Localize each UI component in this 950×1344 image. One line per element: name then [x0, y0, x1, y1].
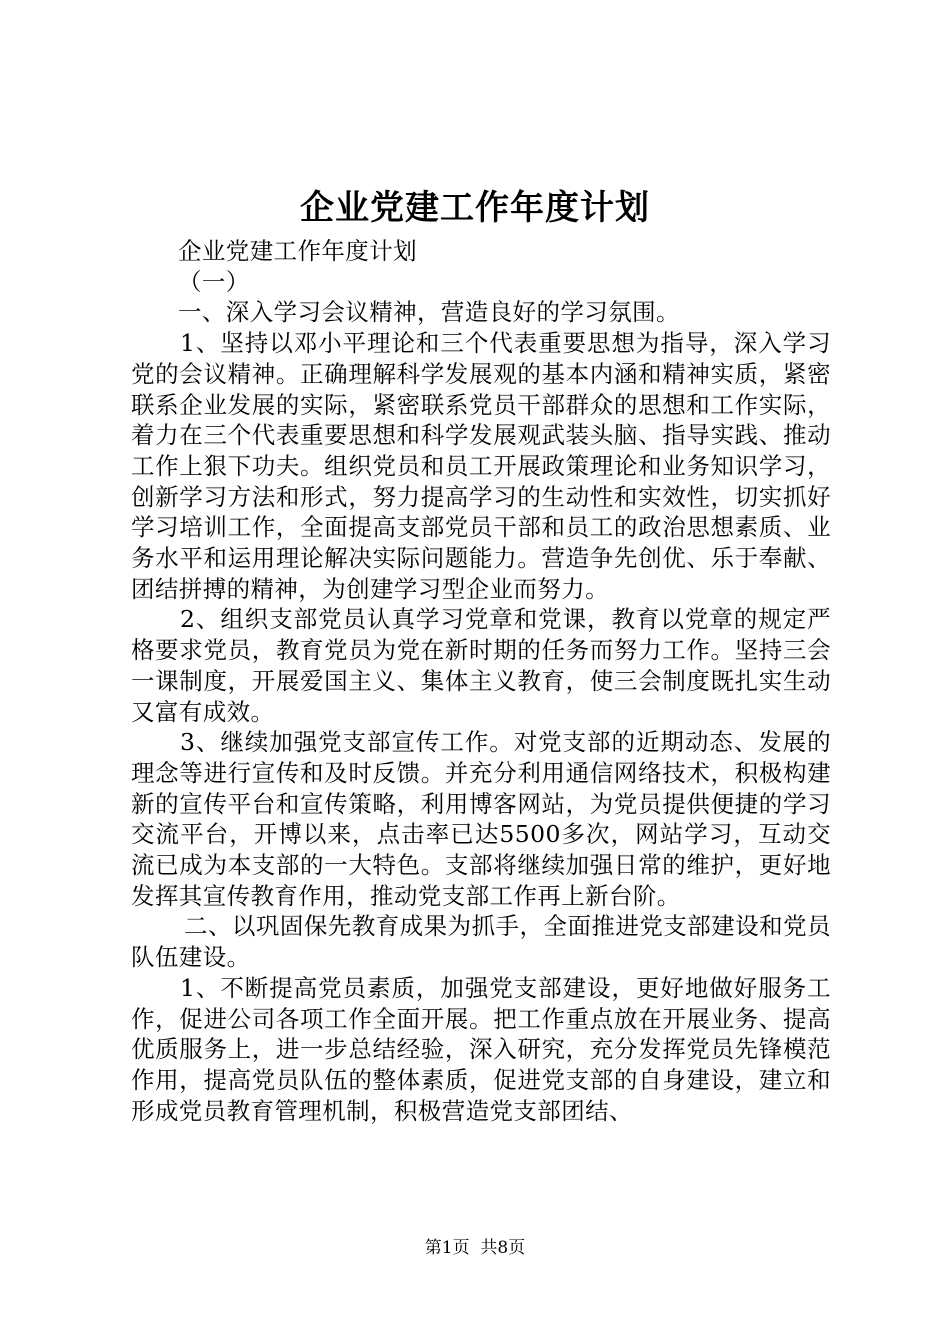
- page-number: 第1页: [424, 1238, 470, 1258]
- document-body: [131, 236, 831, 1126]
- paragraph: 一、深入学习会议精神，营造良好的学习氛围。: [178, 298, 680, 327]
- paragraph: 二、以巩固保先教育成果为抓手，全面推进党支部建设和党员队伍建设。: [131, 912, 831, 972]
- paragraph: 1、坚持以邓小平理论和三个代表重要思想为指导，深入学习党的会议精神。正确理解科学发展观的基本内涵和精神实质，紧密联系企业发展的实际，紧密联系党员干部群众的思想和工作实际，着力在三个代表重要思想和科学发展观武装头脑、指导实践、推动工作上狠下功夫。组织党员和员工开展政策理论和业务知识学习，创新学习方法和形式，努力提高学习的生动性和实效性，切实抓好学习培训工作，全面提高支部党员干部和员工的政治思想素质、业务水平和运用理论解决实际问题能力。营造争先创优、乐于奉献、团结拼搏的精神，为创建学习型企业而努力。: [131, 329, 831, 603]
- paragraph: 1、不断提高党员素质，加强党支部建设，更好地做好服务工作，促进公司各项工作全面开展。把工作重点放在开展业务、提高优质服务上，进一步总结经验，深入研究，充分发挥党员先锋模范作用，提高党员队伍的整体素质，促进党支部的自身建设，建立和形成党员教育管理机制，积极营造党支部团结、: [131, 973, 831, 1125]
- page-footer: [0, 1236, 950, 1260]
- paragraph: 2、组织支部党员认真学习党章和党课，教育以党章的规定严格要求党员，教育党员为党在新时期的任务而努力工作。坚持三会一课制度，开展爱国主义、集体主义教育，使三会制度既扎实生动又富有成效。: [131, 605, 831, 726]
- paragraph: 3、继续加强党支部宣传工作。对党支部的近期动态、发展的理念等进行宣传和及时反馈。并充分利用通信网络技术，积极构建新的宣传平台和宣传策略，利用博客网站，为党员提供便捷的学习交流平台，开博以来，点击率已达5500多次，网站学习，互动交流已成为本支部的一大特色。支部将继续加强日常的维护，更好地发挥其宣传教育作用，推动党支部工作再上新台阶。: [131, 728, 831, 910]
- document-subtitle: 企业党建工作年度计划: [178, 237, 417, 265]
- section-mark: （一）: [178, 267, 250, 296]
- document-title: 企业党建工作年度计划: [300, 188, 650, 228]
- page-total: 共8页: [480, 1238, 526, 1258]
- footer-spacer: [470, 1238, 481, 1258]
